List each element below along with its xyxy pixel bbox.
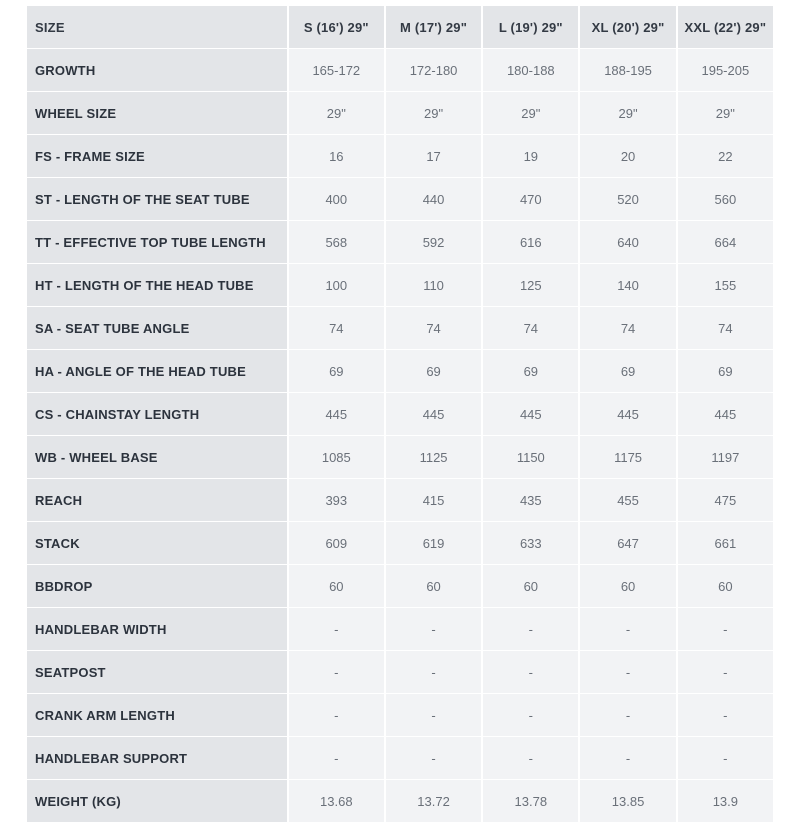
row-label: STACK — [27, 522, 287, 565]
table-row — [27, 479, 773, 522]
cell-value-m: 440 — [384, 178, 481, 221]
cell-value-l: 29" — [481, 92, 578, 135]
cell-value-s: 13.68 — [287, 780, 384, 822]
table-header — [27, 6, 773, 49]
cell-value-xxl: 74 — [676, 307, 773, 350]
cell-value-s: 60 — [287, 565, 384, 608]
row-label: CRANK ARM LENGTH — [27, 694, 287, 737]
table-row — [27, 608, 773, 651]
cell-value-xl: 1175 — [578, 436, 675, 479]
cell-value-xl: 647 — [578, 522, 675, 565]
row-label: REACH — [27, 479, 287, 522]
cell-value-s: 165-172 — [287, 49, 384, 92]
row-label: TT - EFFECTIVE TOP TUBE LENGTH — [27, 221, 287, 264]
cell-value-xxl: - — [676, 608, 773, 651]
cell-value-xl: - — [578, 651, 675, 694]
cell-value-xxl: 560 — [676, 178, 773, 221]
cell-value-m: 592 — [384, 221, 481, 264]
geometry-table — [27, 6, 773, 822]
cell-value-m: 415 — [384, 479, 481, 522]
header-size-m: M (17') 29" — [384, 6, 481, 49]
cell-value-m: 110 — [384, 264, 481, 307]
header-size-xxl: XXL (22') 29" — [676, 6, 773, 49]
cell-value-xl: - — [578, 608, 675, 651]
cell-value-l: 445 — [481, 393, 578, 436]
cell-value-s: 69 — [287, 350, 384, 393]
cell-value-m: 29" — [384, 92, 481, 135]
cell-value-s: 400 — [287, 178, 384, 221]
cell-value-xl: 20 — [578, 135, 675, 178]
cell-value-l: 60 — [481, 565, 578, 608]
cell-value-l: 180-188 — [481, 49, 578, 92]
table-row — [27, 264, 773, 307]
header-size-s: S (16') 29" — [287, 6, 384, 49]
cell-value-xl: 520 — [578, 178, 675, 221]
table-row — [27, 307, 773, 350]
cell-value-xxl: 195-205 — [676, 49, 773, 92]
cell-value-xxl: 155 — [676, 264, 773, 307]
cell-value-s: 445 — [287, 393, 384, 436]
cell-value-xxl: 22 — [676, 135, 773, 178]
table-row — [27, 393, 773, 436]
cell-value-s: 74 — [287, 307, 384, 350]
cell-value-xl: 188-195 — [578, 49, 675, 92]
table-row — [27, 350, 773, 393]
table-row — [27, 522, 773, 565]
cell-value-m: - — [384, 694, 481, 737]
cell-value-s: - — [287, 694, 384, 737]
cell-value-l: - — [481, 651, 578, 694]
header-size-xl: XL (20') 29" — [578, 6, 675, 49]
cell-value-xl: 140 — [578, 264, 675, 307]
cell-value-m: 74 — [384, 307, 481, 350]
cell-value-l: 74 — [481, 307, 578, 350]
row-label: HANDLEBAR SUPPORT — [27, 737, 287, 780]
row-label: BBDROP — [27, 565, 287, 608]
cell-value-s: 1085 — [287, 436, 384, 479]
cell-value-xl: - — [578, 737, 675, 780]
cell-value-xl: 445 — [578, 393, 675, 436]
cell-value-m: 13.72 — [384, 780, 481, 822]
cell-value-xl: 29" — [578, 92, 675, 135]
cell-value-m: 1125 — [384, 436, 481, 479]
cell-value-xl: 69 — [578, 350, 675, 393]
header-size-l: L (19') 29" — [481, 6, 578, 49]
cell-value-xxl: - — [676, 737, 773, 780]
table-row — [27, 178, 773, 221]
cell-value-xxl: - — [676, 651, 773, 694]
cell-value-s: - — [287, 608, 384, 651]
table-row — [27, 565, 773, 608]
cell-value-m: - — [384, 651, 481, 694]
header-size-label: SIZE — [27, 6, 287, 49]
table-row — [27, 694, 773, 737]
row-label: WHEEL SIZE — [27, 92, 287, 135]
cell-value-m: - — [384, 737, 481, 780]
cell-value-xxl: 475 — [676, 479, 773, 522]
cell-value-m: - — [384, 608, 481, 651]
row-label: HA - ANGLE OF THE HEAD TUBE — [27, 350, 287, 393]
cell-value-l: 69 — [481, 350, 578, 393]
row-label: WEIGHT (KG) — [27, 780, 287, 822]
row-label: SEATPOST — [27, 651, 287, 694]
row-label: CS - CHAINSTAY LENGTH — [27, 393, 287, 436]
cell-value-l: - — [481, 608, 578, 651]
row-label: WB - WHEEL BASE — [27, 436, 287, 479]
table-row — [27, 780, 773, 822]
cell-value-xl: - — [578, 694, 675, 737]
cell-value-m: 69 — [384, 350, 481, 393]
header-row — [27, 6, 773, 49]
row-label: HANDLEBAR WIDTH — [27, 608, 287, 651]
cell-value-xxl: 445 — [676, 393, 773, 436]
cell-value-l: 19 — [481, 135, 578, 178]
cell-value-s: - — [287, 737, 384, 780]
table-row — [27, 737, 773, 780]
table-row — [27, 436, 773, 479]
cell-value-l: 1150 — [481, 436, 578, 479]
table-row — [27, 221, 773, 264]
cell-value-xxl: 69 — [676, 350, 773, 393]
cell-value-l: 633 — [481, 522, 578, 565]
table-row — [27, 92, 773, 135]
cell-value-l: 470 — [481, 178, 578, 221]
cell-value-m: 17 — [384, 135, 481, 178]
table-row — [27, 49, 773, 92]
cell-value-l: 616 — [481, 221, 578, 264]
cell-value-s: 29" — [287, 92, 384, 135]
cell-value-s: 16 — [287, 135, 384, 178]
cell-value-m: 60 — [384, 565, 481, 608]
cell-value-s: 393 — [287, 479, 384, 522]
row-label: FS - FRAME SIZE — [27, 135, 287, 178]
geometry-table-container — [27, 6, 773, 822]
cell-value-l: 13.78 — [481, 780, 578, 822]
cell-value-xxl: 13.9 — [676, 780, 773, 822]
cell-value-xxl: - — [676, 694, 773, 737]
cell-value-xxl: 664 — [676, 221, 773, 264]
cell-value-s: 609 — [287, 522, 384, 565]
cell-value-m: 619 — [384, 522, 481, 565]
cell-value-s: 568 — [287, 221, 384, 264]
cell-value-xl: 60 — [578, 565, 675, 608]
row-label: GROWTH — [27, 49, 287, 92]
cell-value-xxl: 60 — [676, 565, 773, 608]
cell-value-xxl: 661 — [676, 522, 773, 565]
cell-value-l: - — [481, 694, 578, 737]
cell-value-xl: 74 — [578, 307, 675, 350]
cell-value-xl: 640 — [578, 221, 675, 264]
table-body — [27, 49, 773, 822]
cell-value-xl: 13.85 — [578, 780, 675, 822]
row-label: ST - LENGTH OF THE SEAT TUBE — [27, 178, 287, 221]
cell-value-xxl: 29" — [676, 92, 773, 135]
cell-value-s: - — [287, 651, 384, 694]
cell-value-xxl: 1197 — [676, 436, 773, 479]
cell-value-l: 435 — [481, 479, 578, 522]
table-row — [27, 135, 773, 178]
cell-value-m: 445 — [384, 393, 481, 436]
cell-value-m: 172-180 — [384, 49, 481, 92]
cell-value-l: 125 — [481, 264, 578, 307]
cell-value-xl: 455 — [578, 479, 675, 522]
cell-value-l: - — [481, 737, 578, 780]
row-label: SA - SEAT TUBE ANGLE — [27, 307, 287, 350]
row-label: HT - LENGTH OF THE HEAD TUBE — [27, 264, 287, 307]
cell-value-s: 100 — [287, 264, 384, 307]
table-row — [27, 651, 773, 694]
